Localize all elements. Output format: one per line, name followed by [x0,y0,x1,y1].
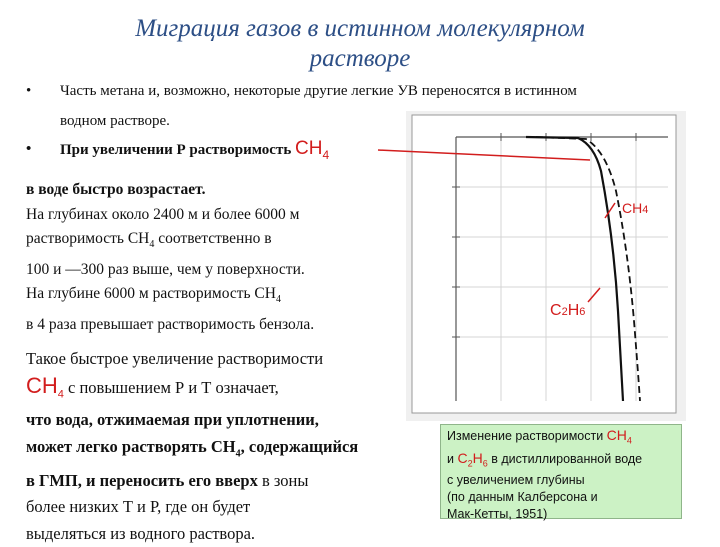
para2-line-4-b: , содержащийся [240,436,359,456]
para1-line-3-b: соответственно в [154,230,272,247]
caption-line-1-text: Изменение растворимости [447,429,607,443]
para2-line-5 [26,468,446,495]
chart-label-ch4-main: CH [622,200,643,216]
chart-label-ch4 [622,200,648,216]
para1-line-6: в 4 раза превышает растворимость бензола. [26,315,315,333]
para1-line-1: в воде быстро возрастает. [26,181,206,198]
bullet-dot-2: • [26,141,32,157]
para1-line-3-a: растворимость СН [26,230,150,247]
para2-line-4-sub: 4 [235,448,241,460]
para2-line-6: более низких Т и Р, где он будет [26,497,251,517]
bullet-2-content [60,140,329,164]
bullet-2-text: При увеличении Р растворимость [60,142,292,158]
caption-line-1 [447,427,681,450]
chart-label-ch4-sub: 4 [642,204,649,216]
caption-c2h6-sub1: 2 [467,458,473,468]
solubility-depth-chart [406,111,686,421]
paragraph-2 [26,346,446,547]
chart-label-c2h6-sub2: 6 [579,306,586,318]
bullet-1-line-1: Часть метана и, возможно, некоторые другие легкие УВ переносятся в истинном [60,83,577,99]
para2-formula: СН [26,372,58,398]
title-line-1: Миграция газов в истинном молекулярном [135,15,585,42]
para2-line-1: Такое быстрое увеличение растворимости [26,349,324,368]
chart-label-c2h6-h: H [567,302,580,319]
bullet-dot-1: • [26,83,32,99]
bullet-1-line-2: водном растворе. [60,113,170,129]
para1-line-2: На глубинах около 2400 м и более 6000 м [26,205,300,223]
caption-line-2-b: в дистиллированной воде [487,451,643,466]
chart-label-c2h6 [550,302,585,320]
chart-label-c2h6-sub1: 2 [561,306,568,318]
para2-line-2 [26,373,446,408]
chart-label-c2h6-c: C [550,302,562,319]
bullet-2-formula-main: CH [295,138,323,159]
caption-line-2 [447,450,681,473]
caption-ch4: CH [606,427,627,443]
para1-line-3-sub: 4 [149,239,155,251]
paragraph-1 [26,178,396,337]
caption-line-5: Мак-Кетты, 1951) [447,507,548,521]
caption-c2h6-c: C [457,449,468,466]
para2-line-2-rest: с повышением Р и Т означает, [63,377,279,397]
para1-line-4: 100 и —300 раз выше, чем у поверхности. [26,260,305,278]
title-line-2: растворе [309,45,411,72]
caption-line-4: (по данным Калберсона и [447,490,598,504]
para2-line-5-b: в зоны [257,470,309,490]
para1-line-5-sub: 4 [275,294,281,306]
bullet-2-formula [295,138,330,162]
para2-line-4 [26,434,446,468]
para1-line-3 [26,227,396,258]
para1-line-5-a: На глубине 6000 м растворимость СН [26,285,276,303]
bullet-2-formula-sub: 4 [322,147,330,162]
para2-line-5-a: в ГМП, и переносить его вверх [26,470,258,490]
para1-line-5 [26,282,396,313]
para2-line-4-a: может легко растворять СН [26,436,236,456]
caption-c2h6-sub2: 6 [482,458,488,468]
para2-formula-sub: 4 [57,387,64,400]
para2-line-3: что вода, отжимаемая при уплотнении, [26,410,319,430]
para2-line-7: выделяться из водного раствора. [26,523,256,543]
slide-title [60,14,660,74]
caption-ch4-sub: 4 [626,435,632,446]
caption-line-3: с увеличением глубины [447,473,585,487]
chart-caption-box [440,424,682,519]
caption-line-2-a: и [447,451,458,466]
caption-c2h6-h: H [472,449,483,466]
